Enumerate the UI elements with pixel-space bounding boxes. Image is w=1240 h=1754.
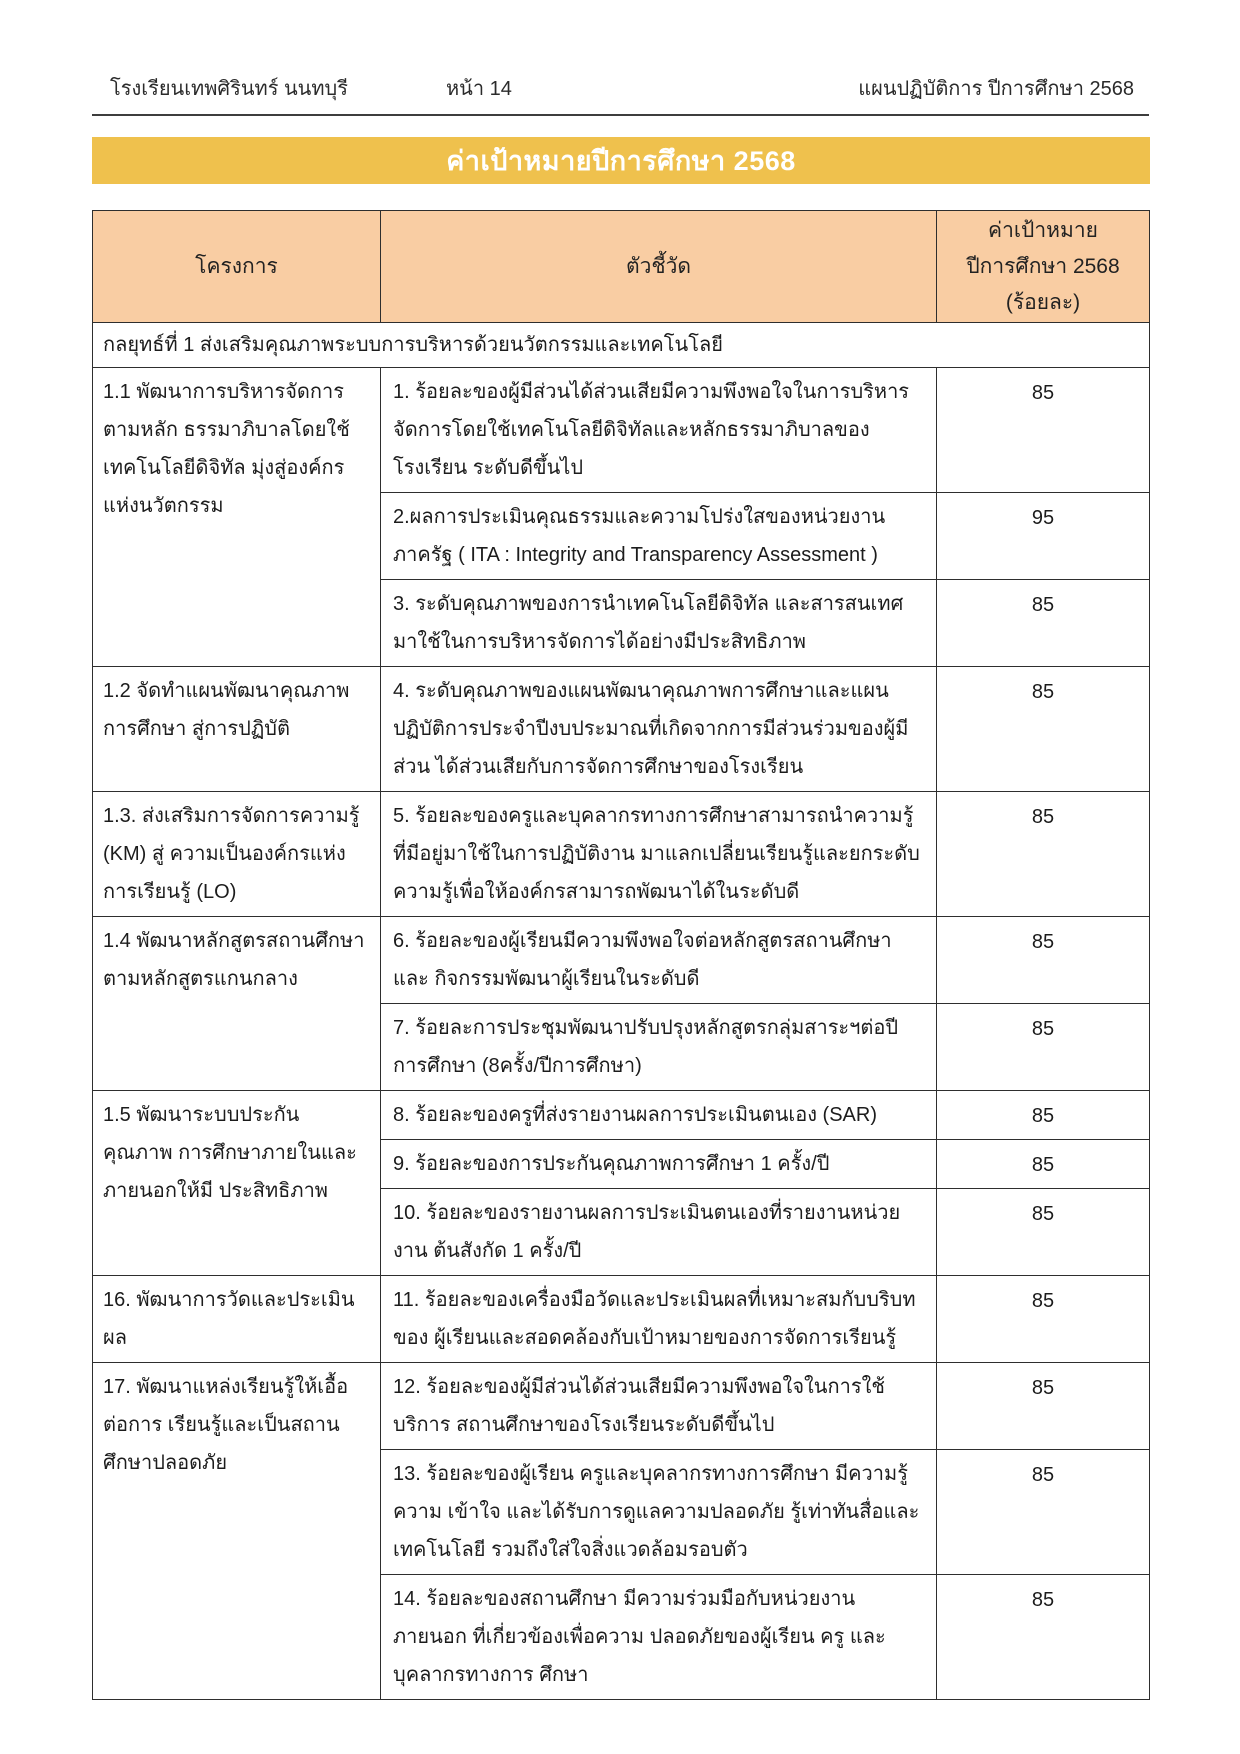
column-header-target-line3: (ร้อยละ): [1005, 290, 1081, 314]
target-value-cell: 85: [937, 1004, 1150, 1091]
target-value-cell: 85: [937, 1140, 1150, 1189]
table-row: [93, 792, 1150, 917]
project-cell: 16. พัฒนาการวัดและประเมินผล: [93, 1276, 381, 1363]
indicator-cell: 14. ร้อยละของสถานศึกษา มีความร่วมมือกับหน่วยงานภายนอก ที่เกี่ยวข้องเพื่อความ ปลอดภัยของผู้เรียน ครู และบุคลากรทางการ ศึกษา: [381, 1575, 937, 1700]
target-value-cell: 85: [937, 667, 1150, 792]
table-row: [93, 1091, 1150, 1140]
table-row: [93, 917, 1150, 1004]
project-cell: 1.1 พัฒนาการบริหารจัดการตามหลัก ธรรมาภิบาลโดยใช้เทคโนโลยีดิจิทัล มุ่งสู่องค์กรแห่งนวัตกรรม: [93, 368, 381, 667]
column-header-target-line2: ปีการศึกษา 2568: [966, 254, 1120, 278]
table-row: [93, 667, 1150, 792]
table-row: [93, 368, 1150, 493]
document-title: แผนปฏิบัติการ ปีการศึกษา 2568: [858, 78, 1134, 100]
indicator-cell: 13. ร้อยละของผู้เรียน ครูและบุคลากรทางการศึกษา มีความรู้ความ เข้าใจ และได้รับการดูแลความปลอดภัย รู้เท่าทันสื่อและเทคโนโลยี รวมถึงใส่ใจสิ่งแวดล้อมรอบตัว: [381, 1450, 937, 1575]
indicator-cell: 4. ระดับคุณภาพของแผนพัฒนาคุณภาพการศึกษาและแผน ปฏิบัติการประจำปีงบประมาณที่เกิดจากการมีส่วนร่วมของผู้มีส่วน ได้ส่วนเสียกับการจัดการศึกษาของโรงเรียน: [381, 667, 937, 792]
table-row: [93, 1276, 1150, 1363]
indicator-cell: 1. ร้อยละของผู้มีส่วนได้ส่วนเสียมีความพึงพอใจในการบริหาร จัดการโดยใช้เทคโนโลยีดิจิทัลและหลักธรรมาภิบาลของโรงเรียน ระดับดีขึ้นไป: [381, 368, 937, 493]
indicator-cell: 2.ผลการประเมินคุณธรรมและความโปร่งใสของหน่วยงานภาครัฐ ( ITA : Integrity and Transparency Assessment ): [381, 493, 937, 580]
target-value-cell: 85: [937, 1189, 1150, 1276]
page-number: หน้า 14: [446, 78, 512, 100]
section-banner-title: ค่าเป้าหมายปีการศึกษา 2568: [446, 146, 796, 176]
project-cell: 1.4 พัฒนาหลักสูตรสถานศึกษา ตามหลักสูตรแกนกลาง: [93, 917, 381, 1091]
project-cell: 1.5 พัฒนาระบบประกันคุณภาพ การศึกษาภายในและภายนอกให้มี ประสิทธิภาพ: [93, 1091, 381, 1276]
indicator-cell: 12. ร้อยละของผู้มีส่วนได้ส่วนเสียมีความพึงพอใจในการใช้บริการ สถานศึกษาของโรงเรียนระดับดีขึ้นไป: [381, 1363, 937, 1450]
indicator-cell: 9. ร้อยละของการประกันคุณภาพการศึกษา 1 ครั้ง/ปี: [381, 1140, 937, 1189]
targets-table: [92, 210, 1150, 1700]
column-header-indicator: ตัวชี้วัด: [381, 211, 937, 323]
target-value-cell: 85: [937, 1363, 1150, 1450]
column-header-target: [937, 211, 1150, 323]
project-cell: 1.3. ส่งเสริมการจัดการความรู้ (KM) สู่ ความเป็นองค์กรแห่งการเรียนรู้ (LO): [93, 792, 381, 917]
target-value-cell: 85: [937, 1276, 1150, 1363]
indicator-cell: 3. ระดับคุณภาพของการนำเทคโนโลยีดิจิทัล และสารสนเทศ มาใช้ในการบริหารจัดการได้อย่างมีประสิทธิภาพ: [381, 580, 937, 667]
target-value-cell: 85: [937, 1091, 1150, 1140]
header-divider: [92, 114, 1149, 116]
indicator-cell: 8. ร้อยละของครูที่ส่งรายงานผลการประเมินตนเอง (SAR): [381, 1091, 937, 1140]
table-header-row: [93, 211, 1150, 323]
target-value-cell: 85: [937, 1450, 1150, 1575]
target-value-cell: 85: [937, 368, 1150, 493]
column-header-target-line1: ค่าเป้าหมาย: [988, 218, 1098, 242]
column-header-project: โครงการ: [93, 211, 381, 323]
target-value-cell: 85: [937, 917, 1150, 1004]
indicator-cell: 5. ร้อยละของครูและบุคลากรทางการศึกษาสามารถนำความรู้ ที่มีอยู่มาใช้ในการปฏิบัติงาน มาแลกเปลี่ยนเรียนรู้และยกระดับ ความรู้เพื่อให้องค์กรสามารถพัฒนาได้ในระดับดี: [381, 792, 937, 917]
target-value-cell: 85: [937, 792, 1150, 917]
indicator-cell: 6. ร้อยละของผู้เรียนมีความพึงพอใจต่อหลักสูตรสถานศึกษาและ กิจกรรมพัฒนาผู้เรียนในระดับดี: [381, 917, 937, 1004]
indicator-cell: 10. ร้อยละของรายงานผลการประเมินตนเองที่รายงานหน่วยงาน ต้นสังกัด 1 ครั้ง/ปี: [381, 1189, 937, 1276]
project-cell: 17. พัฒนาแหล่งเรียนรู้ให้เอื้อต่อการ เรียนรู้และเป็นสถานศึกษาปลอดภัย: [93, 1363, 381, 1700]
project-cell: 1.2 จัดทำแผนพัฒนาคุณภาพการศึกษา สู่การปฏิบัติ: [93, 667, 381, 792]
indicator-cell: 7. ร้อยละการประชุมพัฒนาปรับปรุงหลักสูตรกลุ่มสาระฯต่อปี การศึกษา (8ครั้ง/ปีการศึกษา): [381, 1004, 937, 1091]
school-name: โรงเรียนเทพศิรินทร์ นนทบุรี: [110, 78, 348, 100]
target-value-cell: 85: [937, 580, 1150, 667]
indicator-cell: 11. ร้อยละของเครื่องมือวัดและประเมินผลที่เหมาะสมกับบริบทของ ผู้เรียนและสอดคล้องกับเป้าหมายของการจัดการเรียนรู้: [381, 1276, 937, 1363]
section-banner: [92, 137, 1150, 184]
target-value-cell: 95: [937, 493, 1150, 580]
strategy-label: กลยุทธ์ที่ 1 ส่งเสริมคุณภาพระบบการบริหารด้วยนวัตกรรมและเทคโนโลยี: [93, 323, 1150, 368]
table-row: [93, 1363, 1150, 1450]
strategy-row: [93, 323, 1150, 368]
target-value-cell: 85: [937, 1575, 1150, 1700]
